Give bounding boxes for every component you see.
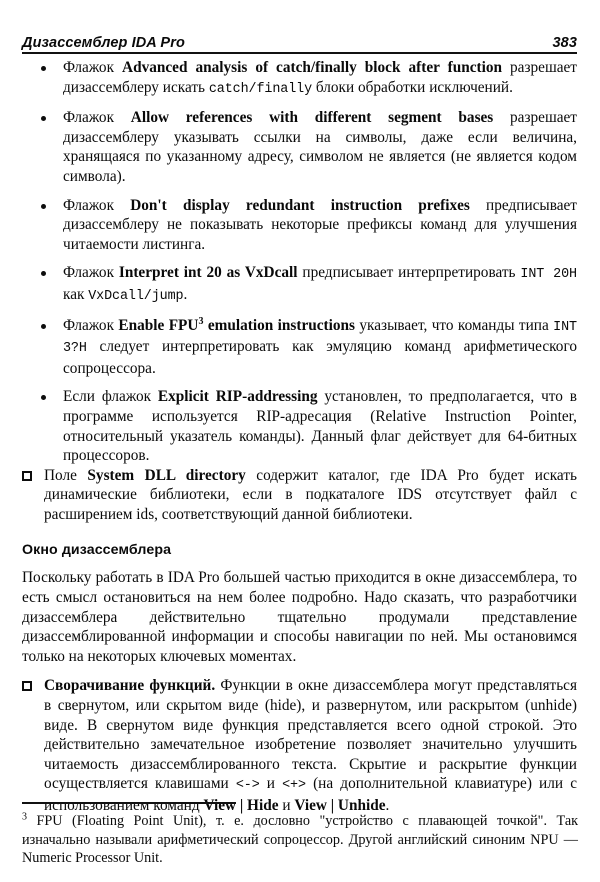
topic-term: Сворачивание функций. — [44, 677, 216, 695]
code-literal: INT 20H — [520, 267, 577, 283]
system-dll-directory-item-list — [22, 466, 577, 525]
code-literal-2: VxDcall/jump — [88, 288, 184, 304]
footnote-reference-marker: 3 — [198, 315, 204, 327]
bullet-mid: разрешает дизассемблеру искать — [63, 59, 577, 96]
spacer — [22, 666, 577, 676]
list-item — [22, 316, 577, 379]
checkbox-options-list — [22, 58, 577, 466]
footnote-area — [22, 802, 578, 868]
page-number: 383 — [552, 34, 577, 51]
list-item — [22, 466, 577, 525]
item-body-2: и — [259, 775, 283, 793]
bullet-lead: Флажок — [63, 264, 119, 282]
page-body — [22, 58, 577, 816]
option-term: Interpret int 20 as VxDcall — [118, 264, 298, 282]
bullet-lead: Если флажок — [63, 388, 158, 406]
bullet-lead: Флажок — [63, 59, 123, 76]
list-item — [22, 676, 577, 815]
menu-command-unhide: View | Unhide — [294, 797, 386, 814]
bullet-mid: предписывает интерпретировать — [297, 264, 521, 282]
bullet-tail: . — [183, 285, 188, 303]
bullet-mid: разрешает дизассемблеру указывать ссылки на символы, даже если величина, хранящаяся по указанному адресу, символом не является (не является кодом символа). — [63, 109, 577, 185]
menu-command-hide: View | Hide — [203, 797, 279, 814]
item-body-4: и — [278, 797, 295, 814]
bullet-tail: блоки обработки исключений. — [312, 78, 513, 96]
spacer — [22, 559, 577, 568]
item-lead: Поле — [44, 466, 88, 484]
footnote-separator-rule — [22, 802, 236, 804]
footnote-text-block — [22, 812, 578, 868]
section-heading: Окно дизассемблера — [22, 542, 172, 559]
spacer — [22, 524, 577, 541]
option-term: Enable FPU — [118, 316, 199, 334]
option-term: Allow references with different segment bases — [130, 109, 494, 127]
item-body-1: Функции в окне дизассемблера могут представляться в свернутом, или скрытом виде (hide), и развернутом, или раскрытом (unhide) виде. В свернутом виде функция представляется всего одной строкой. Это действительно замечательное изобретение позволяет значительно улучшить читаемость дизассемблированного текста. Скрытие и раскрытие функции осуществляется клавишами — [44, 677, 577, 793]
list-item — [22, 196, 577, 255]
item-body-3: (на дополнительной клавиатуре) или с использованием команд — [44, 775, 577, 814]
list-item — [22, 263, 577, 306]
footnote-number: 3 — [22, 811, 27, 823]
section-paragraph: Поскольку работать в IDA Pro большей частью приходится в окне дизассемблера, то есть смысл остановиться на нем более подробно. Надо сказать, что разработчики дизассемблера действительно тщательно продумали представление дизассемблированной информации и способы навигации по ней. Мы остановимся только на некоторых ключевых моментах. — [22, 569, 577, 665]
bullet-lead: Флажок — [63, 109, 131, 127]
bullet-lead: Флажок — [63, 196, 131, 214]
bullet-mid: указывает, что команды типа — [355, 316, 554, 334]
option-term: Advanced analysis of catch/finally block after function — [122, 59, 503, 76]
bullet-mid2: как — [63, 285, 89, 303]
bullet-tail: следует интерпретировать как эмуляцию команд арифметического сопроцессора. — [63, 338, 577, 377]
list-item — [22, 108, 577, 186]
item-body-5: . — [385, 797, 390, 814]
code-literal: catch/finally — [208, 81, 313, 97]
function-folding-item-list — [22, 676, 577, 815]
code-literal: INT 3?H — [63, 319, 577, 357]
item-body: содержит каталог, где IDA Pro будет искать динамические библиотеки, если в подкаталоге IDS отсутствует файл с расширением ids, соответствующий данной библиотеки. — [44, 466, 577, 523]
bullet-mid: предписывает дизассемблеру не показывать некоторые префиксы команд для улучшения читаемости листинга. — [63, 196, 577, 253]
option-term: Explicit RIP-addressing — [157, 388, 318, 406]
bullet-lead: Флажок — [63, 316, 119, 334]
list-item — [22, 58, 577, 99]
list-item — [22, 387, 577, 465]
field-term: System DLL directory — [87, 466, 246, 484]
key-literal-plus: <+> — [282, 778, 306, 794]
key-literal-minus: <-> — [235, 778, 260, 794]
bullet-mid: установлен, то предполагается, что в программе используется RIP-адресация (Relative Instruction Pointer, относительный указатель команды). Данный флаг действует для 64-битных процессоров. — [63, 388, 577, 465]
option-term-continued: emulation instructions — [203, 316, 355, 334]
running-head-title: Дизассемблер IDA Pro — [22, 34, 185, 51]
footnote-body: FPU (Floating Point Unit), т. е. дословно "устройство с плавающей точкой". Так изначально называли арифметический сопроцессор. Другой английский синоним NPU — Numeric Processor Unit. — [22, 813, 579, 867]
running-head — [22, 24, 577, 54]
option-term: Don't display redundant instruction prefixes — [130, 196, 470, 214]
